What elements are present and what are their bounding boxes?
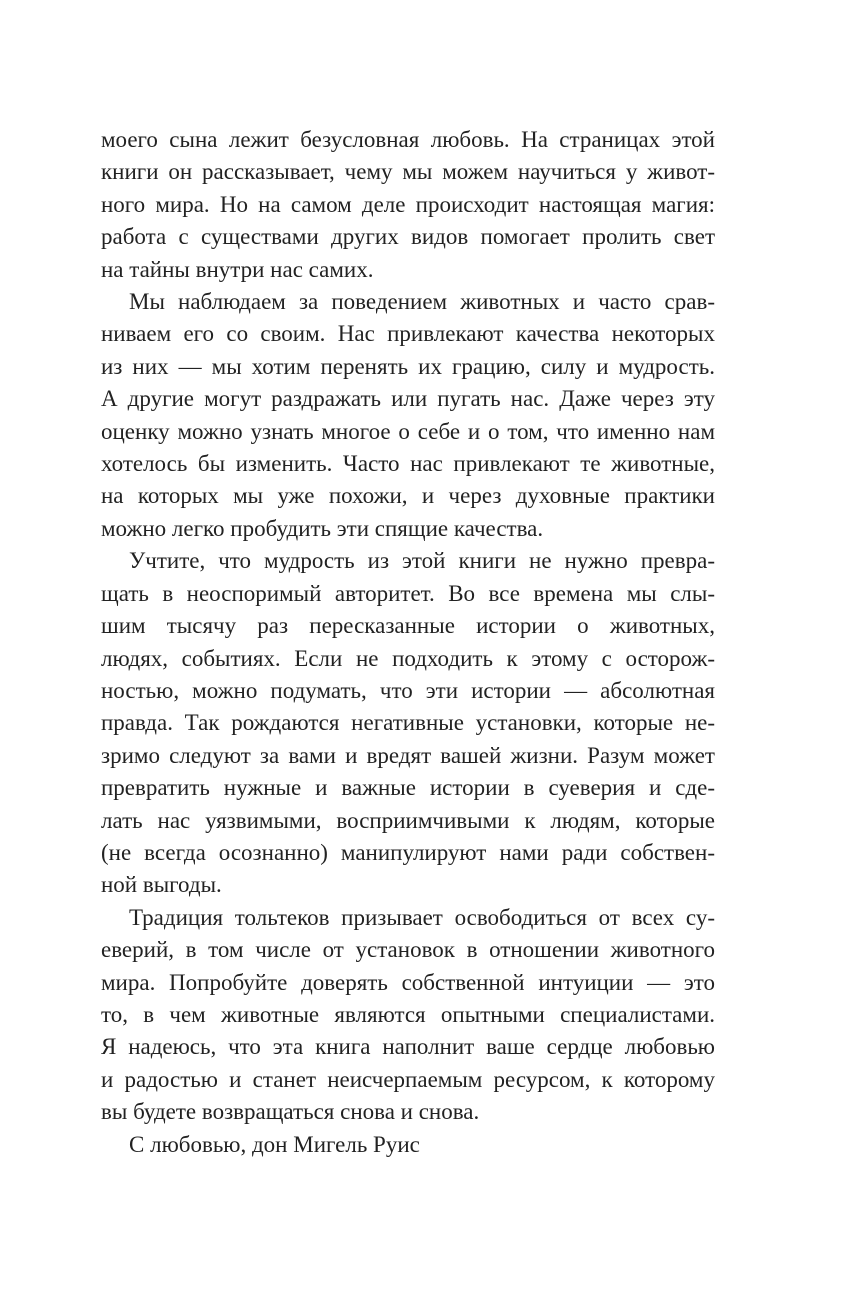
text-line: превратить нужные и важные истории в суеверия и сде- (101, 775, 715, 801)
text-line: еверий, в том числе от установок в отношении животного (101, 937, 715, 963)
paragraph-3 (101, 545, 715, 901)
text-line: людях, событиях. Если не подходить к этому с осторож- (101, 645, 715, 671)
text-line: А другие могут раздражать или пугать нас. Даже через эту (101, 386, 715, 412)
text-line: на тайны внутри нас самих. (101, 256, 374, 282)
paragraph-1 (101, 124, 715, 286)
text-line: мира. Попробуйте доверять собственной интуиции — это (101, 969, 715, 995)
text-line: правда. Так рождаются негативные установки, которые не- (101, 710, 715, 736)
text-line: из них — мы хотим перенять их грацию, силу и мудрость. (101, 353, 715, 379)
text-line: Традиция тольтеков призывает освободиться от всех су- (129, 904, 715, 930)
text-line: хотелось бы изменить. Часто нас привлекают те животные, (101, 451, 715, 477)
text-line: ной выгоды. (101, 872, 222, 898)
signature-line: С любовью, дон Мигель Руис (129, 1131, 420, 1157)
text-line: ного мира. Но на самом деле происходит настоящая магия: (101, 191, 715, 217)
text-line: книги он рассказывает, чему мы можем научиться у живот- (101, 159, 715, 185)
text-line: зримо следуют за вами и вредят вашей жизни. Разум может (101, 742, 715, 768)
text-line: шим тысячу раз пересказанные истории о животных, (101, 613, 715, 639)
page-text (101, 124, 715, 1161)
text-line: моего сына лежит безусловная любовь. На страницах этой (101, 127, 715, 152)
text-line: Учтите, что мудрость из этой книги не нужно превра- (129, 548, 715, 574)
paragraph-4 (101, 902, 715, 1129)
text-line: на которых мы уже похожи, и через духовные практики (101, 483, 715, 509)
text-line: ниваем его со своим. Нас привлекают качества некоторых (101, 321, 715, 347)
signature-paragraph (101, 1129, 715, 1161)
text-line: вы будете возвращаться снова и снова. (101, 1099, 480, 1125)
text-line: Я надеюсь, что эта книга наполнит ваше сердце любовью (101, 1034, 715, 1060)
text-line: лать нас уязвимыми, восприимчивыми к людям, которые (101, 807, 715, 833)
text-line: ностью, можно подумать, что эти истории — абсолютная (101, 677, 715, 703)
text-line: щать в неоспоримый авторитет. Во все времена мы слы- (101, 580, 715, 606)
text-line: можно легко пробудить эти спящие качества. (101, 515, 544, 541)
text-line: оценку можно узнать многое о себе и о том, что именно нам (101, 418, 715, 444)
text-line: Мы наблюдаем за поведением животных и часто срав- (129, 289, 715, 315)
text-line: и радостью и станет неисчерпаемым ресурсом, к которому (101, 1066, 715, 1092)
text-line: то, в чем животные являются опытными специалистами. (101, 1001, 715, 1027)
text-line: работа с существами других видов помогает пролить свет (101, 224, 715, 250)
paragraph-2 (101, 286, 715, 545)
text-line: (не всегда осознанно) манипулируют нами ради собствен- (101, 839, 715, 865)
